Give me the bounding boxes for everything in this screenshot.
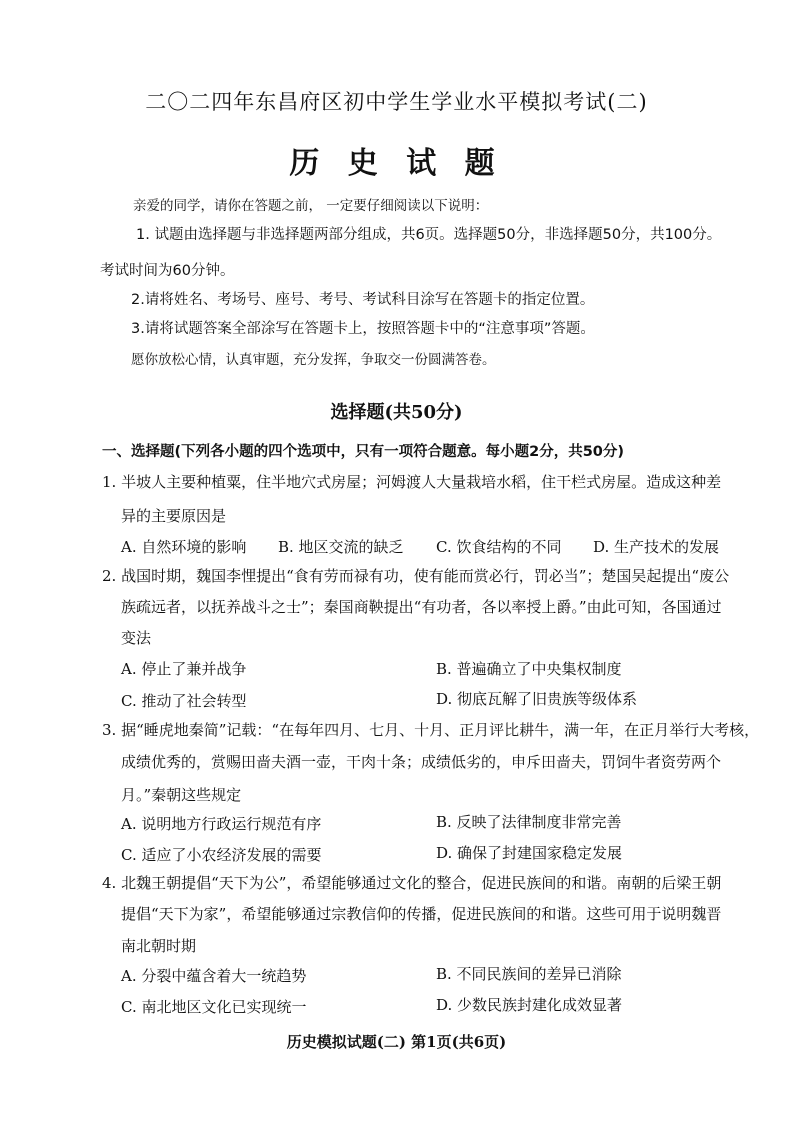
question-text-line: 变法 bbox=[121, 629, 152, 647]
option-d: D. 少数民族封建化成效显著 bbox=[436, 996, 623, 1014]
question-text-line: 月。”秦朝这些规定 bbox=[121, 786, 242, 804]
option-c: C. 饮食结构的不同 bbox=[436, 538, 562, 556]
question-text-line: 1. 半坡人主要种植粟，住半地穴式房屋；河姆渡人大量栽培水稻，住干栏式房屋。造成这种差 bbox=[102, 473, 722, 491]
option-b: B. 普遍确立了中央集权制度 bbox=[436, 660, 622, 678]
option-a: A. 停止了兼并战争 bbox=[121, 660, 247, 678]
option-d: D. 彻底瓦解了旧贵族等级体系 bbox=[436, 690, 638, 708]
question-text-line: 4. 北魏王朝提倡“天下为公”，希望能够通过文化的整合，促进民族间的和谐。南朝的后梁王朝 bbox=[102, 874, 722, 892]
option-d: D. 确保了封建国家稳定发展 bbox=[436, 844, 623, 862]
exam-title: 二〇二四年东昌府区初中学生学业水平模拟考试(二) bbox=[145, 90, 648, 114]
notice-item-1: 1. 试题由选择题与非选择题两部分组成，共6页。选择题50分，非选择题50分，共100分。 bbox=[136, 227, 722, 243]
option-c: C. 南北地区文化已实现统一 bbox=[121, 998, 307, 1016]
option-b: B. 不同民族间的差异已消除 bbox=[436, 965, 622, 983]
question-text-line: 2. 战国时期，魏国李悝提出“食有劳而禄有功，使有能而赏必行，罚必当”；楚国吴起提出“废公 bbox=[102, 567, 730, 585]
question-text-line: 异的主要原因是 bbox=[121, 507, 227, 525]
section-instruction: 一、选择题(下列各小题的四个选项中，只有一项符合题意。每小题2分，共50分) bbox=[102, 444, 625, 460]
question-text-line: 成绩优秀的，赏赐田啬夫酒一壶，干肉十条；成绩低劣的，申斥田啬夫，罚饲牛者资劳两个 bbox=[121, 753, 722, 771]
option-b: B. 反映了法律制度非常完善 bbox=[436, 813, 622, 831]
question-text-line: 提倡“天下为家”，希望能够通过宗教信仰的传播，促进民族间的和谐。这些可用于说明魏晋 bbox=[121, 905, 722, 923]
notice-item-2: 2.请将姓名、考场号、座号、考号、考试科目涂写在答题卡的指定位置。 bbox=[131, 292, 595, 308]
page-footer: 历史模拟试题(二) 第1页(共6页) bbox=[286, 1033, 507, 1051]
notice-item-1-cont: 考试时间为60分钟。 bbox=[100, 263, 235, 279]
option-a: A. 说明地方行政运行规范有序 bbox=[121, 815, 322, 833]
notice-item-3: 3.请将试题答案全部涂写在答题卡上，按照答题卡中的“注意事项”答题。 bbox=[131, 321, 595, 337]
section-title: 选择题(共50分) bbox=[330, 402, 463, 423]
question-text-line: 3. 据“睡虎地秦简”记载：“在每年四月、七月、十月、正月评比耕牛，满一年，在正月举行大考核， bbox=[102, 721, 760, 739]
option-d: D. 生产技术的发展 bbox=[593, 538, 720, 556]
option-c: C. 推动了社会转型 bbox=[121, 692, 247, 710]
subject-title: 历 史 试 题 bbox=[289, 146, 504, 181]
question-text-line: 族疏远者，以抚养战斗之士”；秦国商鞅提出“有功者，各以率授上爵。”由此可知，各国通过 bbox=[121, 598, 722, 616]
option-a: A. 分裂中蕴含着大一统趋势 bbox=[121, 967, 307, 985]
notice-greeting: 亲爱的同学，请你在答题之前， 一定要仔细阅读以下说明： bbox=[133, 198, 489, 214]
question-text-line: 南北朝时期 bbox=[121, 937, 197, 955]
option-b: B. 地区交流的缺乏 bbox=[278, 538, 404, 556]
option-c: C. 适应了小农经济发展的需要 bbox=[121, 846, 322, 864]
notice-wish: 愿你放松心情，认真审题，充分发挥，争取交一份圆满答卷。 bbox=[131, 352, 496, 368]
option-a: A. 自然环境的影响 bbox=[121, 538, 247, 556]
